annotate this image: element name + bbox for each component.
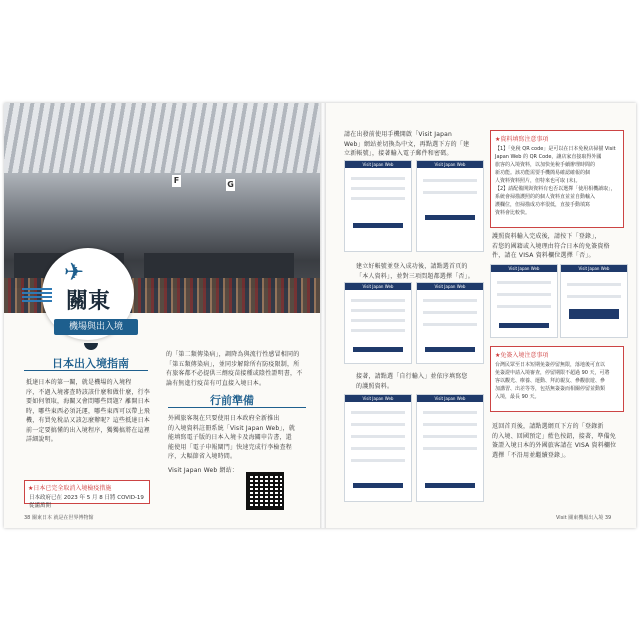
step-text: 建立好帳號並登入成功後，請點選首頁的 「本人資料」，並對三項問題都選擇「否」。 bbox=[356, 263, 475, 280]
tip-body: 【1】「免稅 QR code」是可以在日本免稅店掃描 Visit Japan Web 的 QR Code，讓店家直接取得外國 旅客的入境資料，以加快免稅手續辦理時間的 新功能。該功能需要手機簡易確認確報的個 人資料資料照片，但特來也可取 (未)。 【2】請配備開與資料有也否以選擇「使用相機讀取」， 系統會掃描護照的的個人資料直並並自動輸入 護欄位，但掃描成功率很低，直接手動填寫 資料會比較快。 bbox=[495, 146, 616, 216]
badge-title: 關東 bbox=[66, 288, 111, 314]
tip-heading: ★資料填寫注意事項 bbox=[495, 136, 549, 143]
screenshot-signup: Visit Japan Web bbox=[344, 160, 412, 252]
body-text: 抵達日本的第一關，就是機場的入境程 序，不過入境審查時該該什麼和做什麼，行李 要如何領取，海關又會問哪些問題？離開日本 時，哪些東西必須託運，哪些東西可以帶上飛 機，有買免稅品又該怎麼辦呢？這些抵達日本 前一定要搞懂的出入境程序，獨獨搞將在這裡 詳細說明。 bbox=[26, 379, 151, 443]
note-heading: ★日本已完全取消入境檢疫措施 bbox=[28, 485, 112, 492]
tip-box bbox=[490, 130, 624, 228]
section-rule bbox=[24, 370, 148, 371]
screenshot-questions: Visit Japan Web bbox=[416, 282, 484, 364]
page-folio: 38 關東日本 就是在世界博物館 bbox=[24, 515, 94, 521]
step-text: 請在出發前使用手機開啟「Visit Japan Web」網站並切換為中文，再點選下方的「建 立新帳號」，接著輸入電子郵件和密碼。 bbox=[344, 131, 470, 157]
section-title: 行前準備 bbox=[210, 394, 254, 407]
step-text: 返回首頁後，請點選網頁下方的「登錄新 的入境、回國預定」藍色按鈕，接著，準備免 簽證入境日本的外國旅客請在 VISA 資料欄位 選擇「不沿用並繼續登錄」。 bbox=[492, 423, 617, 459]
terminal-ceiling bbox=[4, 103, 320, 173]
screenshot-visa: Visit Japan Web bbox=[490, 264, 558, 338]
page-folio: Visit 關東機場出入境 39 bbox=[556, 515, 612, 521]
screenshot-passport-form: Visit Japan Web bbox=[416, 394, 484, 502]
wave-decoration bbox=[22, 288, 52, 302]
step-text: 護照資料輸入完成後，請按下「登錄」， 若您的國籍或入境理由符合日本的免簽資格 件，請在 VISA 資料欄位選擇「否」。 bbox=[492, 233, 610, 259]
page-gutter bbox=[320, 103, 326, 528]
screenshot-login: Visit Japan Web bbox=[416, 160, 484, 252]
tip-heading: ★免簽入境注意事項 bbox=[495, 352, 549, 359]
body-text: 的「第二類傳染病」，調降為與流行性感冒相同的 「第五類傳染病」，並同步解除所有防疫限制，所 有旅客都不必提供三劑疫苗接種或陰性證明書，不 論有無進行疫苗有可直接入境日本。 bbox=[166, 351, 303, 387]
note-body: 日本政府已在 2023 年 5 月 8 日將 COVID-19 從滿萬開 bbox=[29, 495, 144, 509]
section-rule bbox=[168, 407, 306, 408]
step-text: 接著，請點選「自行輸入」並依序填寫您 的護照資料。 bbox=[356, 373, 468, 390]
gate-sign: F bbox=[173, 176, 180, 185]
screenshot-profile: Visit Japan Web bbox=[344, 282, 412, 364]
badge-subtitle: 機場與出入境 bbox=[54, 319, 138, 335]
tip-body: 台灣民眾至日本短期免簽停留無限，落地後可直以 免簽證申請入境審查，停留期限不超過 90 天，可將 客以觀光、療養、運動、拜訪親友、參觀旅遊、參 加講習、出差等等，包括無簽簽而相關停留並動類 入境，最長 90 天。 bbox=[495, 362, 610, 400]
tip-box bbox=[490, 346, 624, 412]
body-text: 外國旅客現在只要使用日本政府全新推出 的入境資料註冊系統「Visit Japan Web」，就 能填寫電子版的日本入境卡及海關申告書，還 能使用「電子申報閘門」快速完成行李檢查程 序，大幅節省入境時間。 bbox=[168, 415, 296, 460]
gate-sign: G bbox=[227, 180, 234, 189]
note-box bbox=[24, 480, 150, 509]
airplane-icon: ✈ bbox=[64, 258, 85, 286]
screenshot-visa-select: Visit Japan Web bbox=[560, 264, 628, 338]
website-label: Visit Japan Web 網站： bbox=[168, 467, 239, 474]
section-title: 日本出入境指南 bbox=[52, 357, 129, 370]
screenshot-passport: Visit Japan Web bbox=[344, 394, 412, 502]
qr-code bbox=[246, 472, 284, 510]
